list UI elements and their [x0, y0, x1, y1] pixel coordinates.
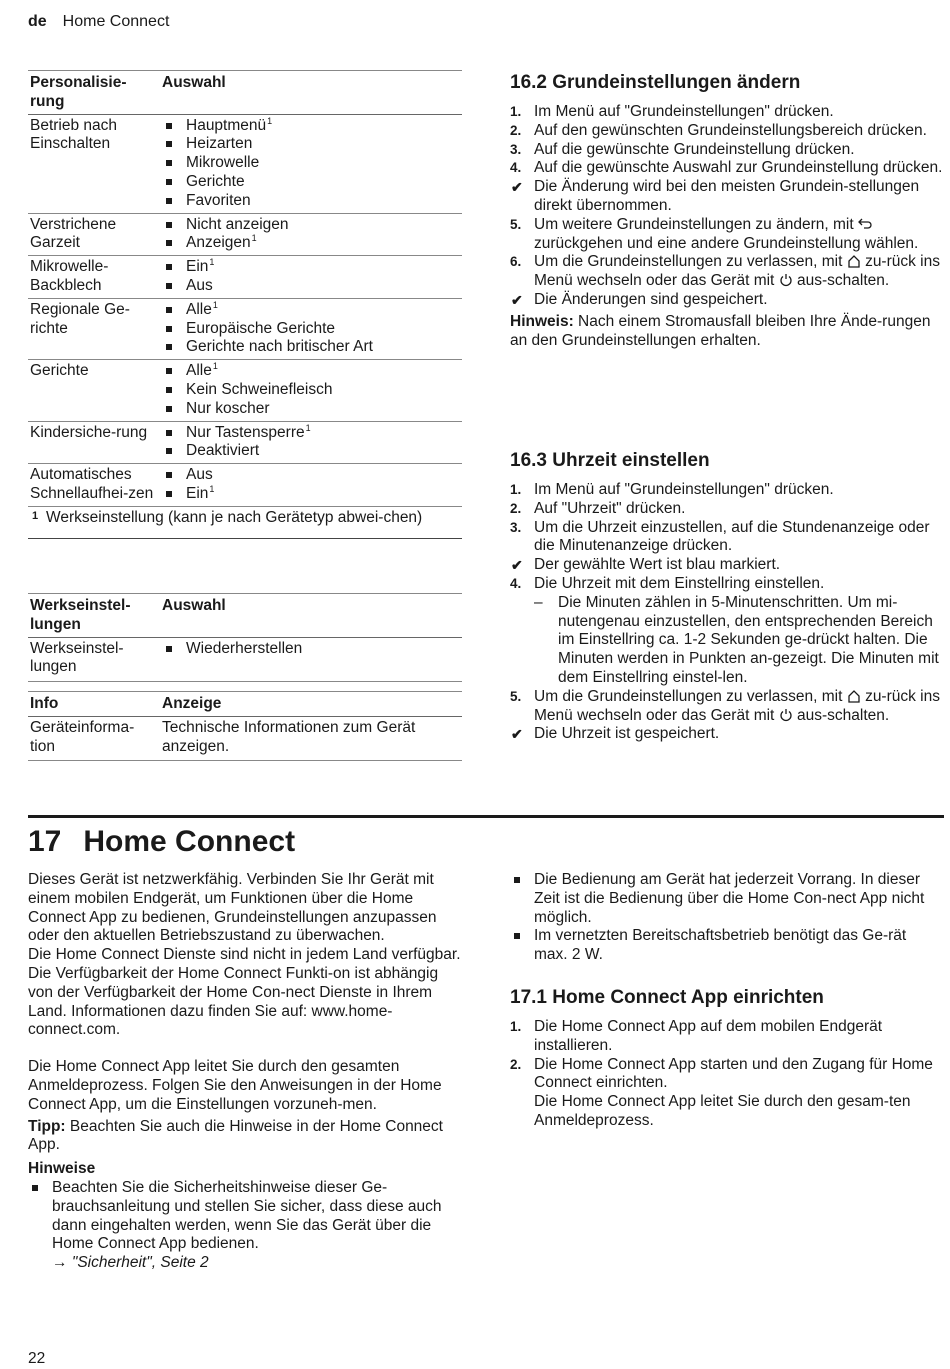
- row-label: Werkseinstel-lungen: [28, 637, 160, 682]
- table-header: Info: [28, 692, 160, 717]
- check-icon: ✔: [511, 291, 523, 308]
- step-item: 1. Im Menü auf "Grundeinstellungen" drücken.: [510, 103, 834, 120]
- table-row: [28, 114, 462, 213]
- paragraph: Dieses Gerät ist netzwerkfähig. Verbinden Sie Ihr Gerät mit einem mobilen Endgerät, um Funktionen über die Home Connect App zu bedienen, Grundeinstellungen anzupassen oder den aktuellen Betriebszustand zu überwachen.: [28, 871, 437, 945]
- factory-table-block: [28, 593, 462, 682]
- footnote-mark: 1: [209, 257, 215, 268]
- section-16-2: [510, 71, 944, 350]
- option-item: Gerichte nach britischer Art: [162, 338, 460, 357]
- tip-paragraph: Tipp: Beachten Sie auch die Hinweise in der Home Connect App.: [28, 1117, 443, 1154]
- info-table-block: [28, 691, 462, 761]
- page-number: 22: [28, 1350, 46, 1367]
- step-item: 1. Im Menü auf "Grundeinstellungen" drücken.: [510, 481, 834, 498]
- row-label: Verstrichene Garzeit: [28, 213, 160, 256]
- step-item: 2. Die Home Connect App starten und den Zugang für Home Connect einrichten. Die Home Connect App leitet Sie durch den gesam-ten Anmeldeprozess.: [510, 1055, 933, 1129]
- option-item: Alle$^1$: [162, 362, 460, 381]
- step-item: 3. Auf die gewünschte Grundeinstellung drücken.: [510, 140, 855, 158]
- row-label: Mikrowelle-Backblech: [28, 256, 160, 299]
- power-icon: [779, 273, 793, 287]
- paragraph: Die Home Connect Dienste sind nicht in jedem Land verfügbar. Die Verfügbarkeit der Home Connect Funkti-on ist abhängig von der Verfügbarkeit der Home Con-nect Dienste in Ihrem Land. Informationen dazu finden Sie auf: www.home-connect.com.: [28, 946, 461, 1039]
- table-row: [28, 360, 462, 421]
- footnote-mark: 1: [209, 483, 215, 494]
- row-label: Geräteinforma-tion: [28, 716, 160, 761]
- table-row: [28, 298, 462, 359]
- page-header: [28, 13, 169, 32]
- steps-list: [510, 103, 944, 310]
- option-item: Gerichte: [162, 173, 460, 192]
- row-value: Technische Informationen zum Gerät anzeigen.: [160, 716, 462, 761]
- footnote-mark: 1: [267, 115, 273, 126]
- footnote-mark: 1: [212, 299, 218, 310]
- section-16-3: [510, 449, 944, 744]
- table-row: [28, 213, 462, 256]
- list-item: Die Bedienung am Gerät hat jederzeit Vorrang. In dieser Zeit ist die Bedienung über die Home Con-nect App nicht möglich.: [510, 871, 944, 927]
- step-item: 5. Um die Grundeinstellungen zu verlassen, mit zu-rück ins Menü wechseln oder das Gerät mit aus-schalten.: [510, 687, 940, 724]
- info-table: [28, 691, 462, 761]
- step-item: 6. Um die Grundeinstellungen zu verlassen, mit zu-rück ins Menü wechseln oder das Gerät mit aus-schalten.: [510, 253, 940, 290]
- check-icon: ✔: [511, 557, 523, 574]
- table-header: Werkseinstel-lungen: [28, 594, 160, 638]
- option-item: Favoriten: [162, 192, 460, 211]
- personalization-table: [28, 70, 462, 507]
- option-item: Nur koscher: [162, 400, 460, 419]
- option-item: Heizarten: [162, 135, 460, 154]
- footnote-mark: 1: [251, 233, 257, 244]
- section-title: 16.3 Uhrzeit einstellen: [510, 450, 710, 471]
- row-label: Automatisches Schnellaufhei-zen: [28, 464, 160, 507]
- step-item: 4. Auf die gewünschte Auswahl zur Grundeinstellung drücken.: [510, 159, 943, 177]
- notes-list: [28, 1179, 462, 1273]
- table-row: [28, 464, 462, 507]
- result-item: ✔ Die Änderungen sind gespeichert.: [511, 290, 768, 308]
- home-icon: [847, 254, 861, 268]
- notes-list-continued: [510, 871, 944, 965]
- step-item: 4. Die Uhrzeit mit dem Einstellring einstellen. – Die Minuten zählen in 5-Minutenschritten. Um mi-nutengenau einzustellen, den entsprechenden Bereich im Einstellring ca. 1-2 Sekunden ge-drückt halten. Die Minuten werden in Punkten an-gezeigt. Die Minuten mit dem Einstellring einstel-len.: [510, 575, 944, 688]
- option-item: Alle$^1$: [162, 301, 460, 320]
- notes-heading: Hinweise: [28, 1160, 96, 1178]
- steps-list: [510, 481, 944, 744]
- section-title: 16.2 Grundeinstellungen ändern: [510, 72, 801, 93]
- table-footnote: [28, 507, 462, 539]
- power-icon: [779, 708, 793, 722]
- header-section: Home Connect: [62, 13, 170, 30]
- back-arrow-icon: [858, 217, 872, 231]
- step-item: 5. Um weitere Grundeinstellungen zu ändern, mit zurückgehen und eine andere Grundeinstellung wählen.: [510, 215, 919, 252]
- table-row: [28, 256, 462, 299]
- list-item: Beachten Sie die Sicherheitshinweise dieser Ge-brauchsanleitung und stellen Sie sicher, dass diese auch dann eingehalten werden, wenn Sie das Gerät über die Home Connect App bedienen. → "Sicherheit", Seite 2: [28, 1179, 462, 1273]
- option-item: Deaktiviert: [162, 442, 460, 461]
- row-label: Betrieb nach Einschalten: [28, 114, 160, 213]
- home-icon: [847, 689, 861, 703]
- table-row: [28, 637, 462, 682]
- language-code: de: [28, 13, 47, 30]
- row-label: Regionale Ge-richte: [28, 298, 160, 359]
- chapter-title: 17 Home Connect: [28, 825, 296, 858]
- cross-reference-link[interactable]: → "Sicherheit", Seite 2: [52, 1254, 209, 1272]
- note-paragraph: Hinweis: Nach einem Stromausfall bleiben Ihre Ände-rungen an den Grundeinstellungen erhalten.: [510, 312, 931, 349]
- option-item: Mikrowelle: [162, 154, 460, 173]
- result-item: ✔ Die Änderung wird bei den meisten Grundein-stellungen direkt übernommen.: [511, 178, 920, 214]
- step-item: 2. Auf den gewünschten Grundeinstellungsbereich drücken.: [510, 121, 927, 139]
- row-label: Gerichte: [28, 360, 160, 421]
- footnote-mark: 1: [32, 509, 39, 522]
- arrow-icon: →: [52, 1254, 68, 1272]
- list-item: Im vernetzten Bereitschaftsbetrieb benötigt das Ge-rät max. 2 W.: [510, 927, 944, 965]
- step-item: 3. Um die Uhrzeit einzustellen, auf die Stundenanzeige oder die Minutenanzeige drücken.: [510, 518, 930, 555]
- table-row: [28, 716, 462, 761]
- check-icon: ✔: [511, 179, 523, 196]
- table-row: [28, 421, 462, 464]
- option-item: Nur Tastensperre$^1$: [162, 424, 460, 443]
- option-item: Nicht anzeigen: [162, 216, 460, 235]
- personalization-table-block: [28, 70, 462, 539]
- option-item: Kein Schweinefleisch: [162, 381, 460, 400]
- step-item: 2. Auf "Uhrzeit" drücken.: [510, 499, 686, 517]
- row-label: Kindersiche-rung: [28, 421, 160, 464]
- chapter-divider: [28, 815, 944, 818]
- option-item: Ein$^1$: [162, 485, 460, 504]
- option-item: Aus: [162, 277, 460, 296]
- footnote-text: Werkseinstellung (kann je nach Gerätetyp abwei-chen): [46, 508, 423, 526]
- paragraph: Die Home Connect App leitet Sie durch den gesamten Anmeldeprozess. Folgen Sie den Anweisungen in der Home Connect App, um die Einstellungen vorzuneh-men.: [28, 1058, 442, 1113]
- option-item: Ein$^1$: [162, 258, 460, 277]
- chapter-left-column: [28, 871, 462, 1273]
- factory-settings-table: [28, 593, 462, 682]
- option-item: Aus: [162, 466, 460, 485]
- check-icon: ✔: [511, 726, 523, 743]
- table-header: Auswahl: [160, 71, 462, 115]
- option-item: Anzeigen$^1$: [162, 234, 460, 253]
- option-item: Wiederherstellen: [162, 640, 460, 659]
- chapter-right-column: [510, 871, 944, 1131]
- footnote-mark: 1: [212, 361, 218, 372]
- footnote-mark: 1: [305, 422, 311, 433]
- table-header: Auswahl: [160, 594, 462, 638]
- section-title: 17.1 Home Connect App einrichten: [510, 986, 824, 1008]
- step-item: 1. Die Home Connect App auf dem mobilen Endgerät installieren.: [510, 1017, 883, 1054]
- table-header: Personalisie- rung: [28, 71, 160, 115]
- steps-list: [510, 1018, 944, 1131]
- sub-step: – Die Minuten zählen in 5-Minutenschritten. Um mi-nutengenau einzustellen, den entsprechenden Bereich im Einstellring ca. 1-2 Sekunden ge-drückt halten. Die Minuten werden in Punkten an-gezeigt. Die Minuten mit dem Einstellring einstel-len.: [534, 593, 939, 686]
- result-item: ✔ Die Uhrzeit ist gespeichert.: [511, 725, 720, 743]
- result-item: ✔ Der gewählte Wert ist blau markiert.: [511, 556, 781, 574]
- option-item: Europäische Gerichte: [162, 320, 460, 339]
- option-item: Hauptmenü$^1$: [162, 117, 460, 136]
- table-header: Anzeige: [160, 692, 462, 717]
